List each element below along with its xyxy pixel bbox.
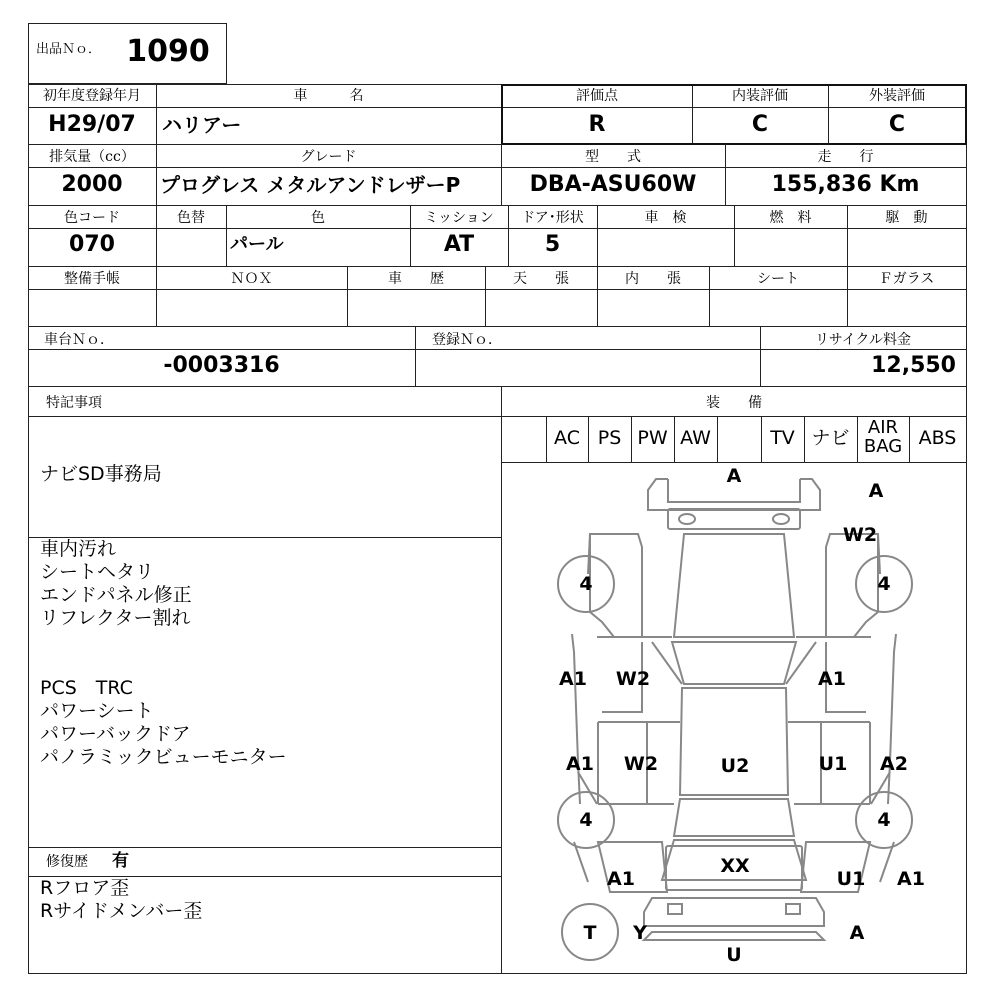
damage-mark: A1 — [607, 868, 635, 890]
color-label: 色 — [311, 210, 325, 226]
damage-mark: 4 — [579, 573, 593, 595]
color-code-value: 070 — [69, 232, 115, 257]
door-shape-label: ドア･形状 — [521, 210, 584, 226]
damage-mark: Y — [633, 922, 647, 944]
chassis-no-label: 車台Ｎｏ． — [44, 332, 114, 348]
damage-mark: A — [726, 465, 742, 487]
damage-mark: U2 — [720, 755, 750, 777]
note-line: パワーシート — [40, 700, 154, 722]
damage-mark: U1 — [836, 868, 866, 890]
note-line: PCS TRC — [40, 677, 133, 699]
exterior-score-label: 外装評価 — [869, 88, 925, 104]
score-value: R — [588, 112, 606, 137]
note-line: リフレクター割れ — [40, 607, 191, 629]
nox-label: ＮＯＸ — [230, 271, 273, 287]
note-line: パノラミックビューモニター — [40, 746, 287, 768]
equipment-navi: ナビ — [811, 427, 850, 449]
damage-mark: A2 — [880, 753, 908, 775]
sunroof-label: 天 張 — [513, 271, 569, 287]
damage-mark: 4 — [579, 809, 593, 831]
seat-label: シート — [757, 271, 799, 287]
special-notes-label: 特記事項 — [46, 395, 102, 411]
damage-mark: W2 — [623, 753, 659, 775]
equipment-pw: PW — [637, 427, 668, 449]
mission-label: ミッション — [424, 210, 494, 226]
reg-no-label: 登録Ｎｏ． — [432, 332, 502, 348]
equipment-abs: ABS — [918, 427, 957, 449]
f-glass-label: Ｆガラス — [878, 271, 935, 287]
car-name-label: 車 名 — [293, 88, 364, 104]
mileage-value: 155,836 Km — [771, 172, 920, 197]
note-line: ナビSD事務局 — [40, 463, 162, 485]
repair-history-label: 修復歴 — [46, 854, 88, 870]
equipment-air: AIR — [867, 417, 899, 438]
damage-mark: W2 — [842, 524, 878, 546]
note-line: パワーバックドア — [40, 723, 191, 745]
recycle-value: 12,550 — [871, 353, 956, 378]
damage-mark: U — [726, 944, 742, 966]
damage-mark: A1 — [897, 868, 925, 890]
equipment-tv: TV — [770, 427, 795, 449]
damage-mark: 4 — [877, 573, 891, 595]
interior-score-value: C — [751, 112, 769, 137]
repair-line: Rフロア歪 — [40, 877, 130, 899]
damage-mark: 4 — [877, 809, 891, 831]
color-code-label: 色コード — [64, 210, 120, 226]
score-label: 評価点 — [576, 88, 618, 104]
note-line: 車内汚れ — [40, 538, 117, 560]
equipment-bag: BAG — [863, 436, 903, 457]
damage-mark: T — [583, 922, 597, 944]
damage-mark: A — [849, 922, 865, 944]
equipment-aw: AW — [680, 427, 711, 449]
model-label: 型 式 — [585, 149, 641, 165]
recycle-label: リサイクル料金 — [814, 332, 912, 348]
note-line: シートヘタリ — [40, 561, 155, 583]
interior-lining-label: 内 張 — [625, 271, 681, 287]
damage-mark: A1 — [818, 668, 846, 690]
damage-mark: A1 — [559, 668, 587, 690]
equipment-ps: PS — [597, 427, 622, 449]
fuel-label: 燃 料 — [769, 210, 812, 226]
damage-mark: U1 — [818, 753, 848, 775]
drive-label: 駆 動 — [885, 210, 928, 226]
damage-mark: W2 — [615, 668, 651, 690]
damage-mark: A1 — [566, 753, 594, 775]
note-line: エンドパネル修正 — [40, 584, 192, 606]
repair-history-value: 有 — [112, 851, 129, 871]
car-damage-diagram — [502, 462, 966, 973]
lot-number: 1090 — [126, 34, 210, 69]
first-reg-label: 初年度登録年月 — [43, 88, 141, 104]
equipment-ac: AC — [554, 427, 580, 449]
car-name-value: ハリアー — [162, 113, 242, 137]
displacement-value: 2000 — [61, 172, 123, 197]
exterior-score-value: C — [888, 112, 906, 137]
displacement-label: 排気量（cc） — [49, 149, 135, 165]
inspection-label: 車 検 — [644, 210, 687, 226]
equipment-label: 装 備 — [706, 395, 762, 411]
lot-number-label: 出品Ｎｏ． — [36, 42, 102, 57]
repaint-label: 色替 — [177, 210, 205, 226]
mileage-label: 走 行 — [817, 149, 874, 165]
chassis-no-value: -0003316 — [163, 353, 280, 378]
model-value: DBA-ASU60W — [529, 172, 697, 197]
mission-value: AT — [443, 232, 475, 257]
color-value: パール — [230, 234, 284, 255]
repair-line: Rサイドメンバー歪 — [40, 900, 203, 922]
grade-label: グレード — [300, 149, 357, 165]
first-reg-value: H29/07 — [48, 112, 136, 137]
interior-score-label: 内装評価 — [732, 88, 788, 104]
history-label: 車 歴 — [388, 271, 444, 287]
door-shape-value: 5 — [544, 232, 561, 257]
damage-mark: XX — [720, 855, 750, 877]
grade-value: プログレス メタルアンドレザーP — [160, 173, 461, 197]
service-book-label: 整備手帳 — [64, 271, 120, 287]
damage-mark: A — [868, 480, 884, 502]
